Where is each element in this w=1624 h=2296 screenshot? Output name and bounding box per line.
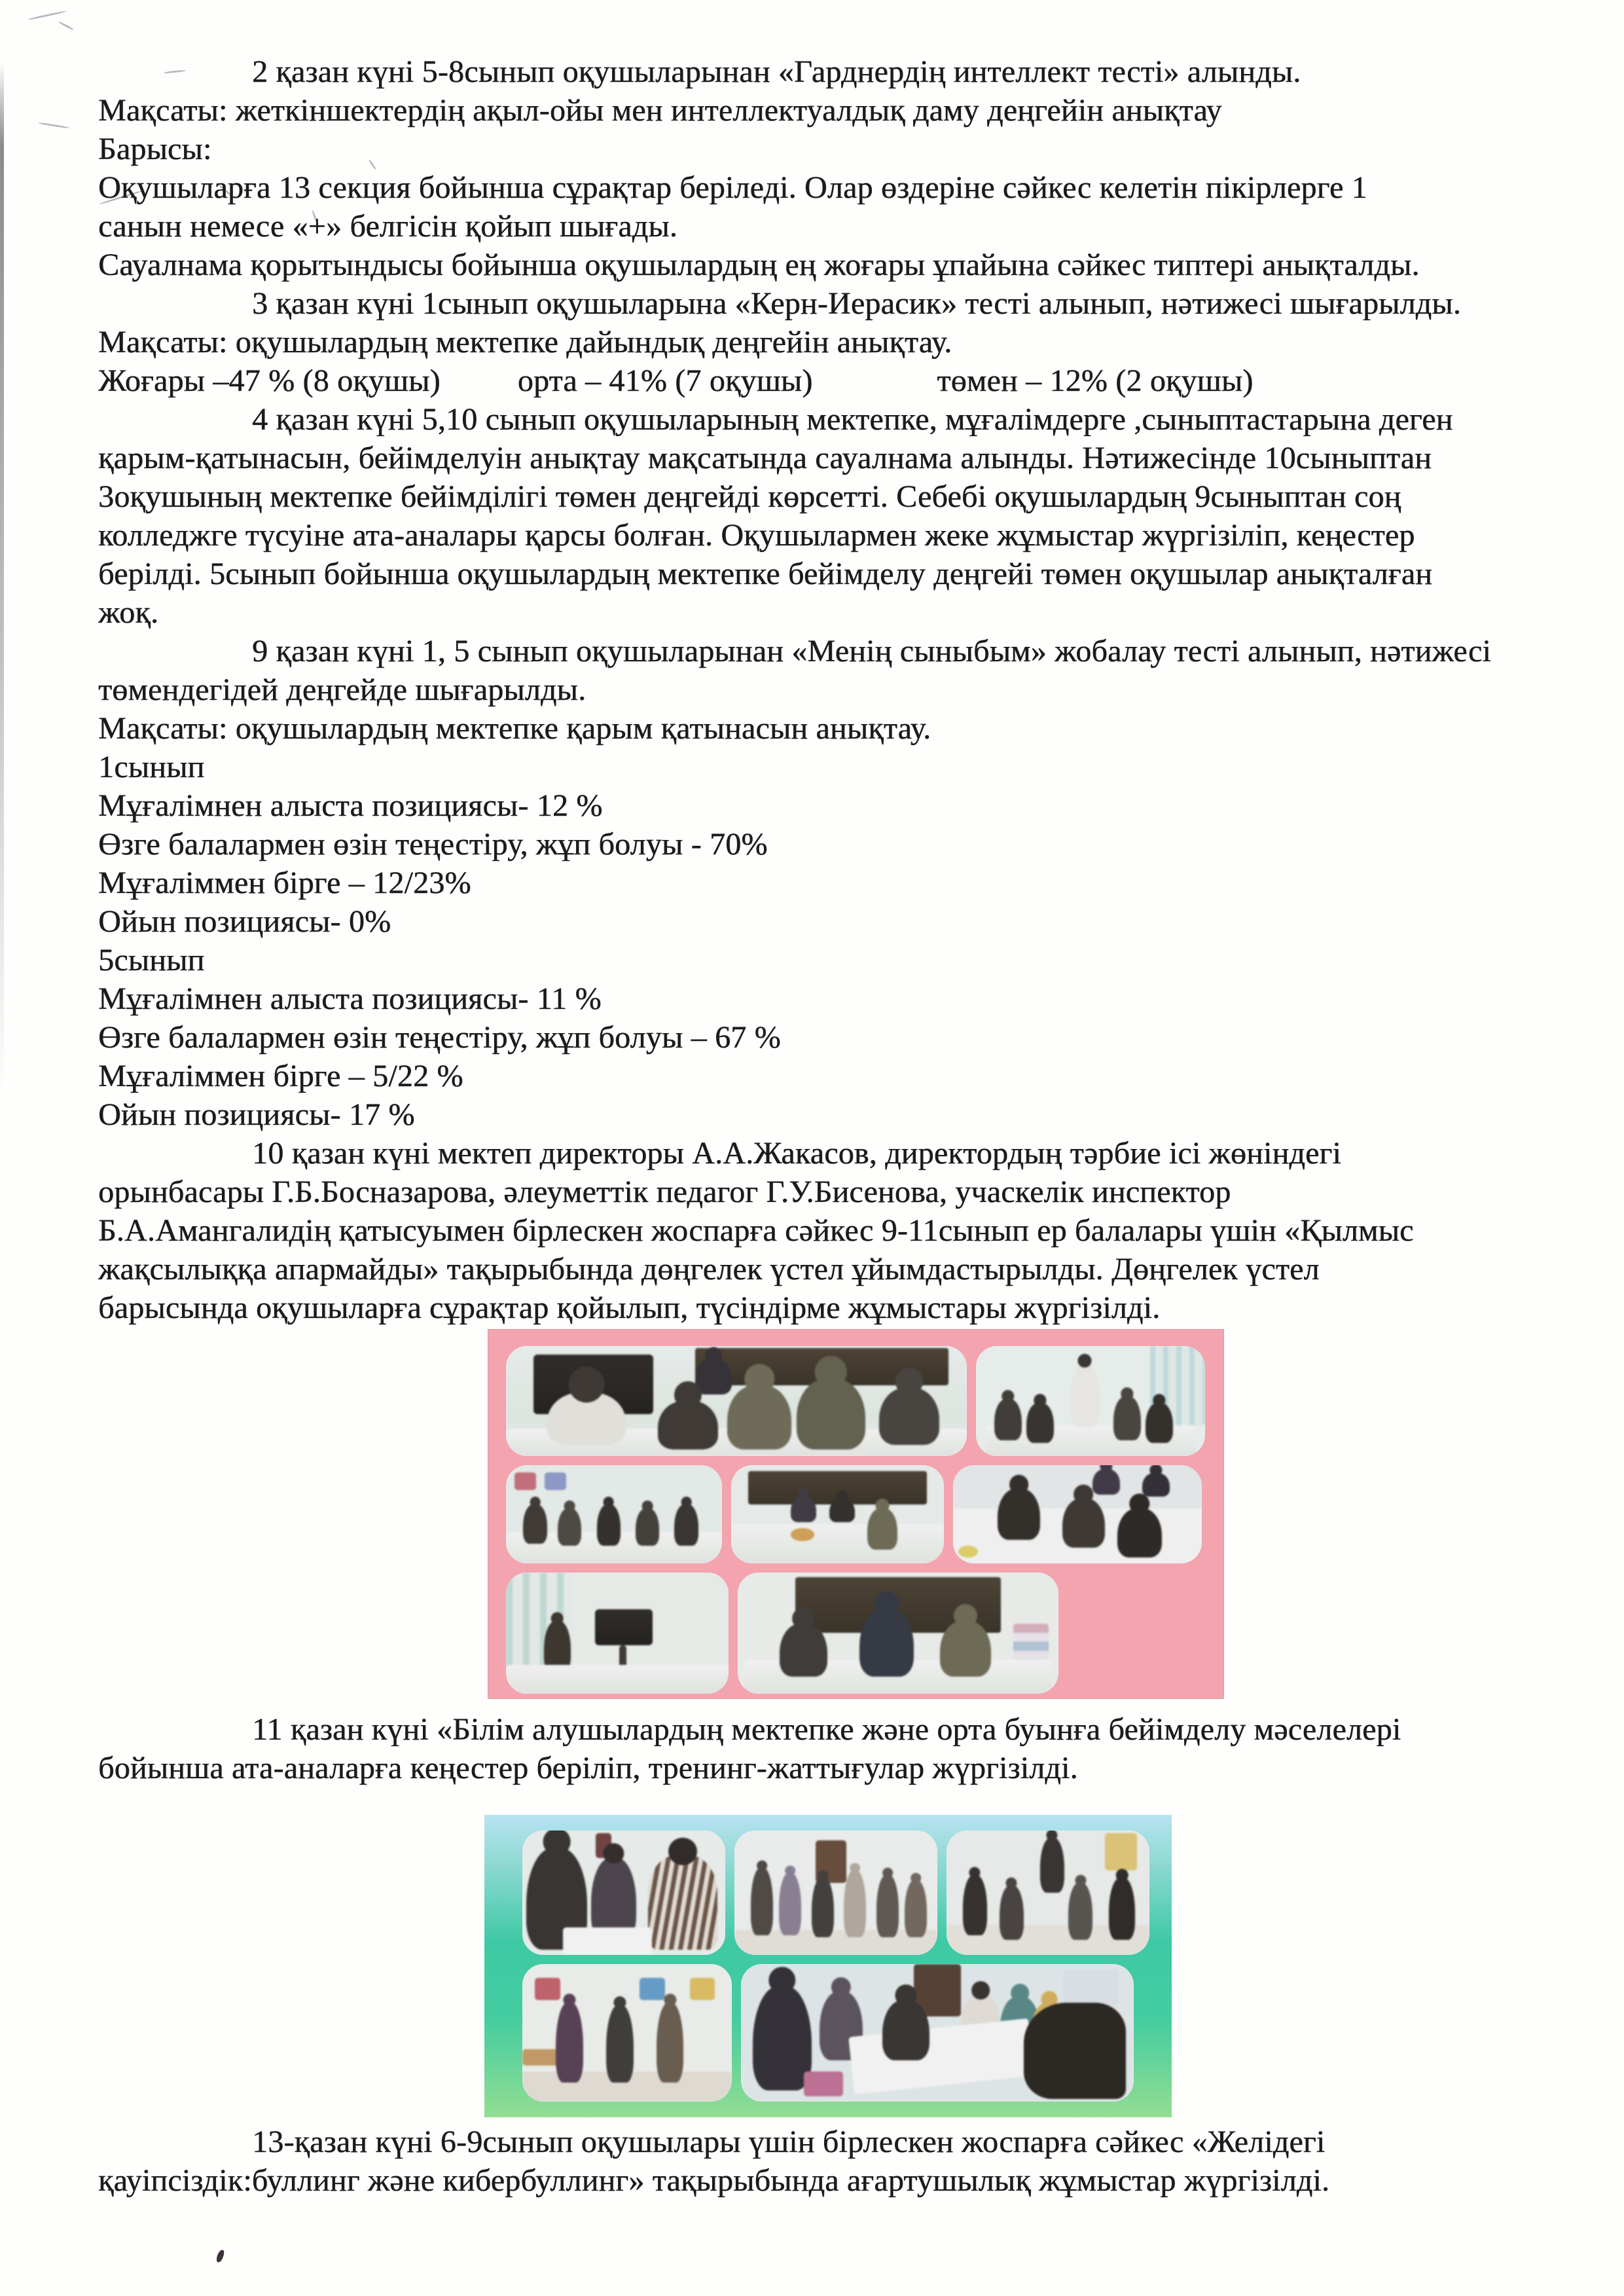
person-figure [905,1880,927,1937]
report-line: 10 қазан күні мектеп директоры А.А.Жакасов, директордың тәрбие ісі жөніндегі [252,1136,1341,1171]
person-figure [1109,1878,1135,1940]
person-figure [1092,1469,1120,1495]
photo-collage-training [484,1815,1172,2117]
person-figure [1070,1364,1100,1427]
chair [804,2071,843,2096]
report-line: Барысы: [98,132,212,166]
photo-scene [738,1573,1058,1694]
person-figure [523,1504,547,1544]
table [731,1524,944,1563]
photo-scene [734,1831,937,1955]
report-line: Сауалнама қорытындысы бойынша оқушылардың ең жоғары ұпайына сәйкес типтері анықталды. [98,247,1420,282]
report-line: 3 қазан күні 1сынып оқушыларына «Керн-Иерасик» тесті алынып, нәтижесі шығарылды. [252,286,1461,321]
photo-classroom-standing-teacher [976,1346,1205,1456]
person-figure [940,1621,991,1677]
person-figure [879,1388,939,1445]
photo-group-paper-training [741,1964,1134,2102]
poster [514,1472,536,1490]
report-line: қарым-қатынасын, бейімделуін анықтау мақсатында сауалнама алынды. Нәтижесінде 10сыныптан [98,441,1432,475]
report-line: Мұғаліммен бірге – 5/22 % [98,1059,463,1093]
person-figure [657,2003,684,2083]
collage-row [506,1346,1206,1456]
person-figure [636,1508,659,1546]
photo-scene [506,1465,722,1563]
person-figure [751,1868,773,1935]
report-line: 1сынып [98,750,205,784]
report-line: Ойын позициясы- 0% [98,904,391,939]
photo-students-writing [953,1465,1202,1563]
person-figure [1062,1499,1105,1548]
test-results-row [98,361,1578,400]
scan-edge-artifact [0,62,4,1097]
paper-on-table [563,1927,652,1955]
person-figure [1024,2003,1126,2099]
photo-blackboard-table [731,1465,944,1563]
photo-classroom-audience [506,1465,722,1563]
poster [535,1978,560,2000]
person-figure [648,1855,717,1950]
person-figure [674,1504,698,1546]
person-figure [780,1624,828,1677]
poster [640,1978,664,2000]
report-line: төмендегідей деңгейде шығарылды. [98,672,586,707]
photo-room-tv [506,1573,729,1694]
photo-speakers-table [738,1573,1058,1694]
person-figure [963,1875,987,1935]
poster [545,1472,566,1490]
report-text [98,52,1578,1327]
poster [1013,1624,1049,1660]
report-line: жоқ. [98,595,159,630]
result-mid: орта – 41% (7 оқушы) [517,363,813,398]
person-figure [1142,1473,1170,1497]
report-line: Оқушыларға 13 секция бойынша сұрақтар беріледі. Олар өздеріне сәйкес келетін пікірлерге 1 [98,170,1367,205]
person-figure [1026,1403,1054,1442]
person-figure [1000,1886,1024,1941]
report-line: Б.А.Амангалидің қатысуымен бірлескен жоспарға сәйкес 9-11сынып ер балалары үшін «Қылмыс [98,1213,1414,1248]
scan-ink-speck [215,2249,225,2263]
photo-bright-room-parents [522,1964,732,2102]
report-line: барысында оқушыларға сұрақтар қойылып, түсіндірме жұмыстары жүргізілді. [98,1290,1161,1325]
result-low: төмен – 12% (2 оқушы) [937,363,1254,398]
poster [1105,1833,1138,1870]
report-line: қауіпсіздік:буллинг және кибербуллинг» тақырыбында ағартушылық жұмыстар жүргізілді. [98,2163,1330,2198]
report-line: Мұғалімнен алыста позициясы- 11 % [98,981,602,1016]
person-figure [658,1401,718,1449]
person-figure [791,1497,816,1522]
photo-scene [522,1964,732,2102]
person-figure [1117,1508,1162,1558]
person-figure [867,1508,897,1550]
photo-collage-roundtable [488,1329,1224,1699]
person-figure [994,1399,1022,1441]
person-figure [797,1379,866,1449]
person-figure [876,1875,899,1937]
collage-row [522,1831,1159,1955]
report-line: Мақсаты: оқушылардың мектепке дайындық деңгейін анықтау. [98,325,952,359]
report-line: Өзге балалармен өзін теңестіру, жұп болуы - 70% [98,827,768,862]
report-line: Өзге балалармен өзін теңестіру, жұп болуы – 67 % [98,1020,781,1055]
report-line: Мақсаты: жеткіншектердің ақыл-ойы мен интеллектуалдық даму деңгейін анықтау [98,93,1222,128]
report-line: орынбасары Г.Б.Босназарова, әлеуметтік педагог Г.У.Бисенова, учаскелік инспектор [98,1175,1231,1209]
object-on-table [791,1528,814,1541]
person-figure [998,1489,1040,1540]
person-figure [597,1504,621,1546]
report-line: берілді. 5сынып бойынша оқушылардың мектепке бейімделу деңгейі төмен оқушылар анықталған [98,556,1433,591]
table [506,1665,729,1694]
photo-scene [506,1573,729,1694]
collage-row [506,1465,1206,1563]
scan-artifact [38,122,69,128]
person-head [668,1838,696,1865]
scan-artifact [58,21,74,31]
report-line: жақсылыққа апармайды» тақырыбында дөңгелек үстел ұйымдастырылды. Дөңгелек үстел [98,1252,1320,1286]
photo-hall-crowd [947,1831,1149,1955]
report-line: Ойын позициясы- 17 % [98,1097,415,1132]
object-on-table [958,1546,978,1558]
result-high: Жоғары –47 % (8 оқушы) [98,363,441,398]
report-line: санын немесе «+» белгісін қойып шығады. [98,209,677,244]
report-line: бойынша ата-аналарға кеңестер беріліп, тренинг-жаттығулар жүргізілді. [98,1751,1078,1785]
person-figure [1040,1838,1064,1893]
photo-scene [947,1831,1149,1955]
report-line: 13-қазан күні 6-9сынып оқушылары үшін бірлескен жоспарға сәйкес «Желідегі [252,2124,1326,2159]
collage-row [522,1964,1159,2102]
photo-scene [741,1964,1134,2102]
report-line: 11 қазан күні «Білім алушылардың мектепке және орта буынға бейімделу мәселелері [252,1712,1401,1747]
scan-artifact [27,10,66,20]
person-figure [606,2005,634,2083]
person-figure [1146,1403,1173,1442]
person-figure [882,2000,929,2060]
person-figure [556,2003,583,2083]
report-line: Мақсаты: оқушылардың мектепке қарым қатынасын анықтау. [98,711,931,746]
report-line: Мұғалімнен алыста позициясы- 12 % [98,788,603,823]
photo-parents-closeup [522,1831,725,1955]
person-figure [829,1499,855,1522]
report-line: Мұғаліммен бірге – 12/23% [98,866,471,900]
report-line: 2 қазан күні 5-8сынып оқушыларынан «Гарднердің интеллект тесті» алынды. [252,54,1301,89]
person-figure [812,1878,834,1937]
photo-scene [953,1465,1202,1563]
photo-classroom-tv-roundtable [506,1346,967,1456]
report-text [98,2123,1578,2200]
person-figure [844,1870,866,1938]
poster [690,1978,715,2000]
person-figure [547,1393,626,1446]
report-text [98,1710,1578,1787]
photo-group-standing [734,1831,937,1955]
poster [1063,1969,1118,2005]
report-line: 9 қазан күні 1, 5 сынып оқушыларынан «Менің сыныбым» жобалау тесті алынып, нәтижесі [252,634,1491,668]
person-figure [1113,1396,1141,1440]
tv-screen [595,1609,653,1646]
collage-row [506,1573,1206,1694]
person-figure [1068,1883,1092,1940]
photo-scene [731,1465,944,1563]
report-line: колледжге түсуіне ата-аналары қарсы болған. Оқушылармен жеке жұмыстар жүргізіліп, кеңестер [98,518,1415,553]
person-figure [779,1873,801,1935]
report-line: 3оқушының мектепке бейімділігі төмен деңгейді көрсетті. Себебі оқушылардың 9сыныптан соң [98,479,1401,514]
person-figure [727,1385,792,1449]
photo-scene [976,1346,1205,1456]
person-figure [558,1508,581,1546]
person-figure [753,1986,812,2091]
report-line: 5сынып [98,943,205,977]
photo-scene [506,1346,967,1456]
photo-scene [522,1831,725,1955]
report-line: 4 қазан күні 5,10 сынып оқушыларының мектепке, мұғалімдерге ,сыныптастарына деген [252,402,1453,437]
person-figure [859,1609,914,1677]
